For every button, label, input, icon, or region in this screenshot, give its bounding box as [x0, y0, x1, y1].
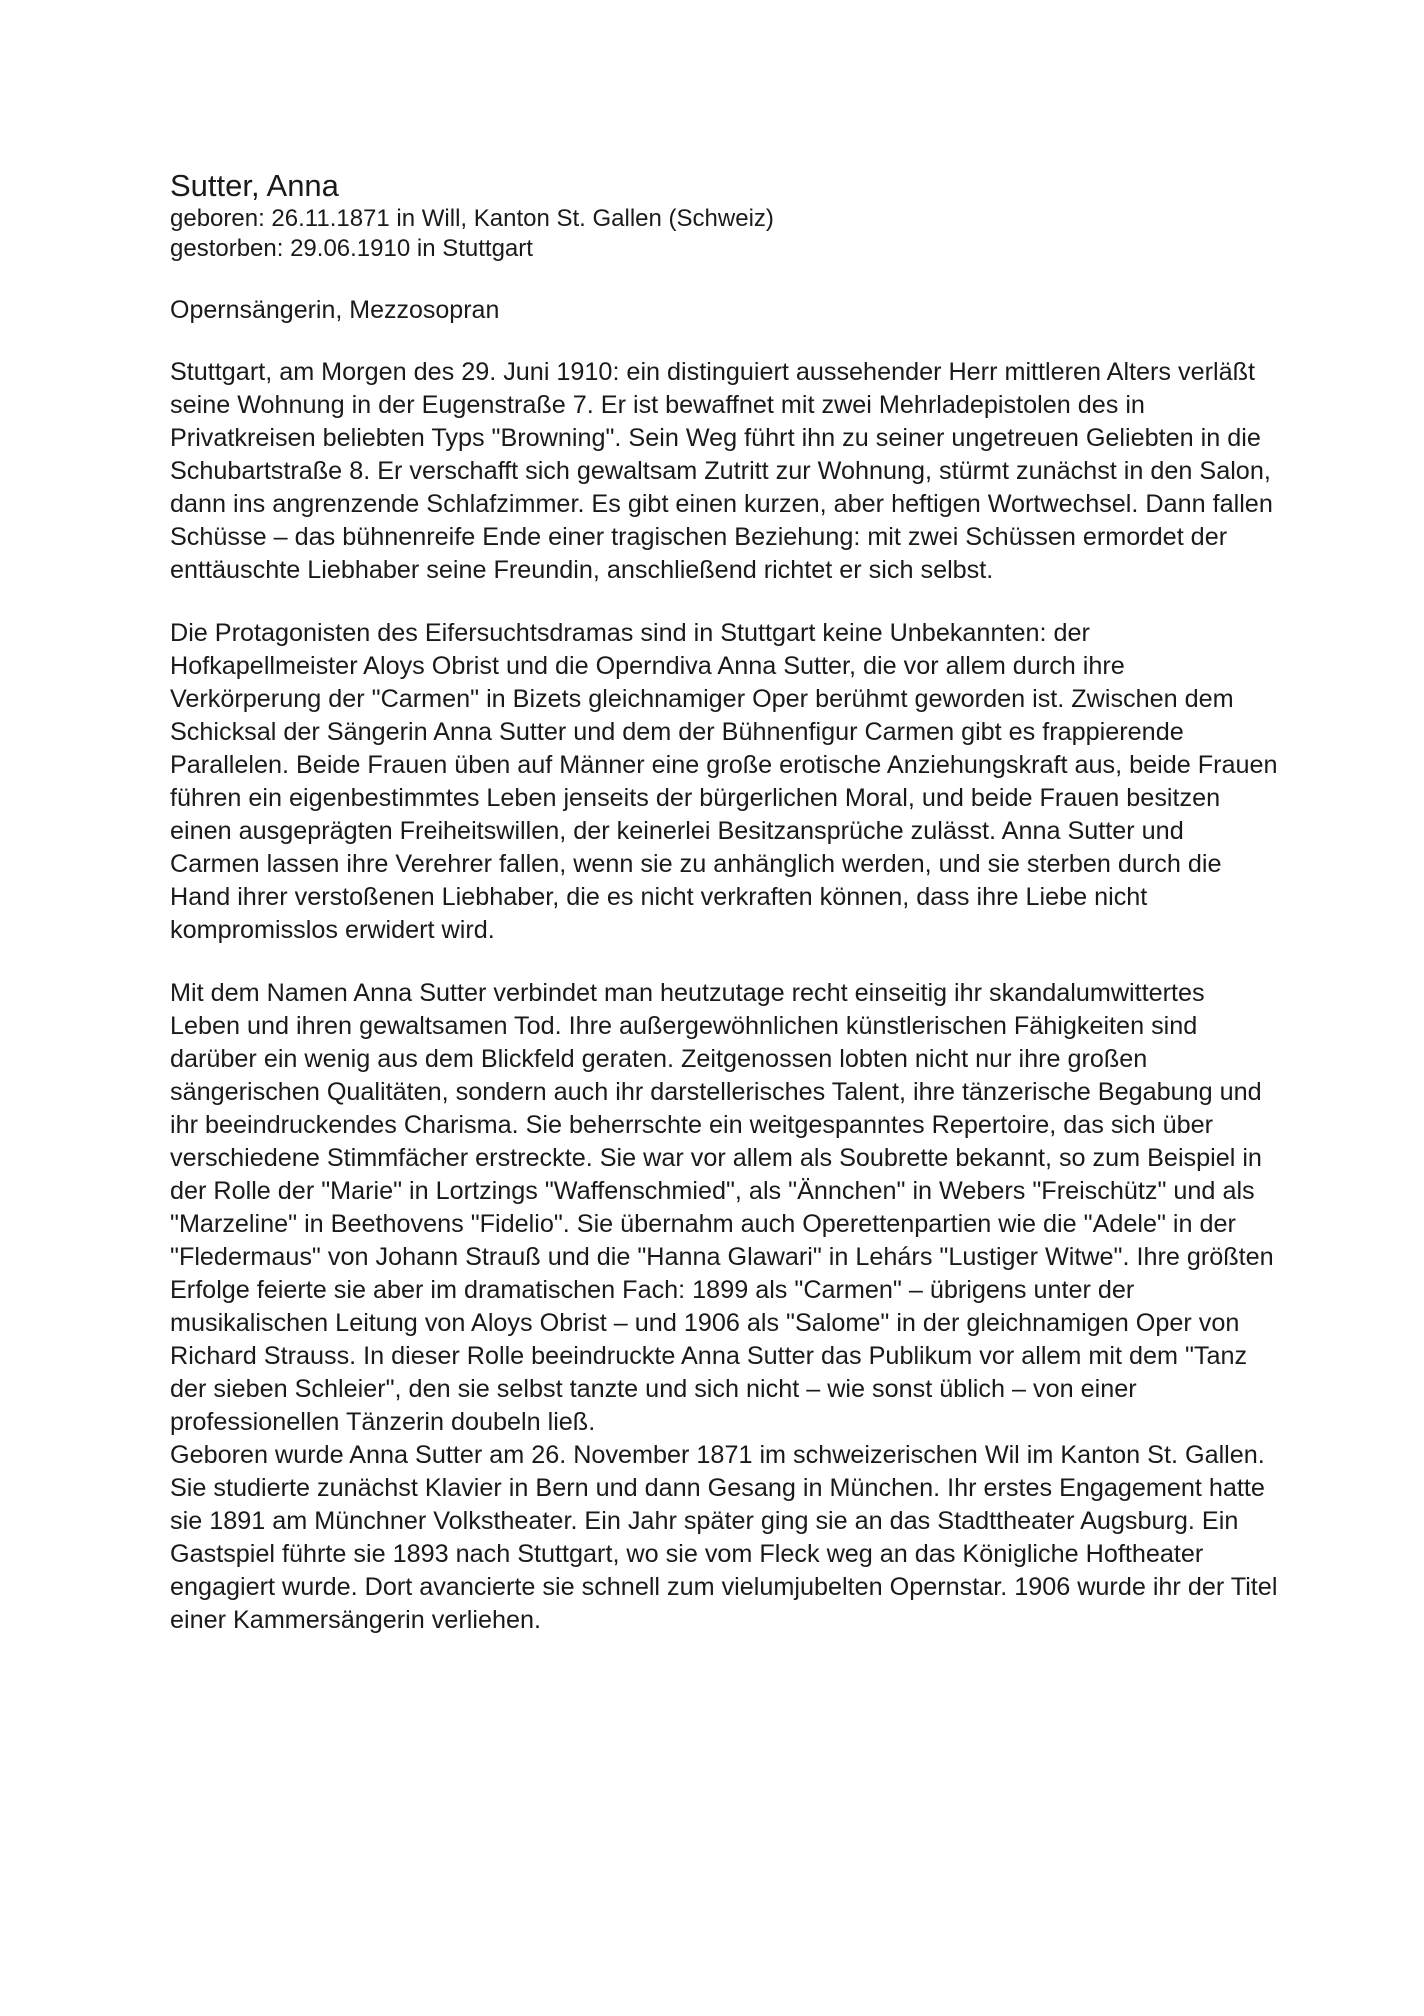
- paragraph-3: Mit dem Namen Anna Sutter verbindet man heutzutage recht einseitig ihr skandalumwittertes Leben und ihren gewaltsamen Tod. Ihre außergewöhnlichen künstlerischen Fähigkeiten sind darüber ein wenig aus dem Blickfeld geraten. Zeitgenossen lobten nicht nur ihre großen sängerischen Qualitäten, sondern auch ihr darstellerisches Talent, ihre tänzerische Begabung und ihr beeindruckendes Charisma. Sie beherrschte ein weitgespanntes Repertoire, das sich über verschiedene Stimmfächer erstreckte. Sie war vor allem als Soubrette bekannt, so zum Beispiel in der Rolle der "Marie" in Lortzings "Waffenschmied", als "Ännchen" in Webers "Freischütz" und als "Marzeline" in Beethovens "Fidelio". Sie übernahm auch Operettenpartien wie die "Adele" in der "Fledermaus" von Johann Strauß und die "Hanna Glawari" in Lehárs "Lustiger Witwe". Ihre größten Erfolge feierte sie aber im dramatischen Fach: 1899 als "Carmen" – übrigens unter der musikalischen Leitung von Aloys Obrist – und 1906 als "Salome" in der gleichnamigen Oper von Richard Strauss. In dieser Rolle beeindruckte Anna Sutter das Publikum vor allem mit dem "Tanz der sieben Schleier", den sie selbst tanzte und sich nicht – wie sonst üblich – von einer professionellen Tänzerin doubeln ließ.: [170, 979, 1274, 1436]
- page-title: Sutter, Anna: [170, 168, 339, 203]
- profession: Opernsängerin, Mezzosopran: [170, 296, 500, 324]
- paragraph-2: Die Protagonisten des Eifersuchtsdramas sind in Stuttgart keine Unbekannten: der Hofkapellmeister Aloys Obrist und die Operndiva Anna Sutter, die vor allem durch ihre Verkörperung der "Carmen" in Bizets gleichnamiger Oper berühmt geworden ist. Zwischen dem Schicksal der Sängerin Anna Sutter und dem der Bühnenfigur Carmen gibt es frappierende Parallelen. Beide Frauen üben auf Männer eine große erotische Anziehungskraft aus, beide Frauen führen ein eigenbestimmtes Leben jenseits der bürgerlichen Moral, und beide Frauen besitzen einen ausgeprägten Freiheitswillen, der keinerlei Besitzansprüche zulässt. Anna Sutter und Carmen lassen ihre Verehrer fallen, wenn sie zu anhänglich werden, und sie sterben durch die Hand ihrer verstoßenen Liebhaber, die es nicht verkraften können, dass ihre Liebe nicht kompromisslos erwidert wird.: [170, 619, 1278, 944]
- paragraph-1: Stuttgart, am Morgen des 29. Juni 1910: ein distinguiert aussehender Herr mittleren Alters verläßt seine Wohnung in der Eugenstraße 7. Er ist bewaffnet mit zwei Mehrladepistolen des in Privatkreisen beliebten Typs "Browning". Sein Weg führt ihn zu seiner ungetreuen Geliebten in die Schubartstraße 8. Er verschafft sich gewaltsam Zutritt zur Wohnung, stürmt zunächst in den Salon, dann ins angrenzende Schlafzimmer. Es gibt einen kurzen, aber heftigen Wortwechsel. Dann fallen Schüsse – das bühnenreife Ende einer tragischen Beziehung: mit zwei Schüssen ermordet der enttäuschte Liebhaber seine Freundin, anschließend richtet er sich selbst.: [170, 358, 1273, 584]
- birth-info: geboren: 26.11.1871 in Will, Kanton St. Gallen (Schweiz): [170, 205, 774, 232]
- document-page: [170, 168, 1280, 1637]
- death-info: gestorben: 29.06.1910 in Stuttgart: [170, 235, 533, 262]
- paragraph-4: Geboren wurde Anna Sutter am 26. November 1871 im schweizerischen Wil im Kanton St. Gallen. Sie studierte zunächst Klavier in Bern und dann Gesang in München. Ihr erstes Engagement hatte sie 1891 am Münchner Volkstheater. Ein Jahr später ging sie an das Stadttheater Augsburg. Ein Gastspiel führte sie 1893 nach Stuttgart, wo sie vom Fleck weg an das Königliche Hoftheater engagiert wurde. Dort avancierte sie schnell zum vielumjubelten Opernstar. 1906 wurde ihr der Titel einer Kammersängerin verliehen.: [170, 1441, 1278, 1634]
